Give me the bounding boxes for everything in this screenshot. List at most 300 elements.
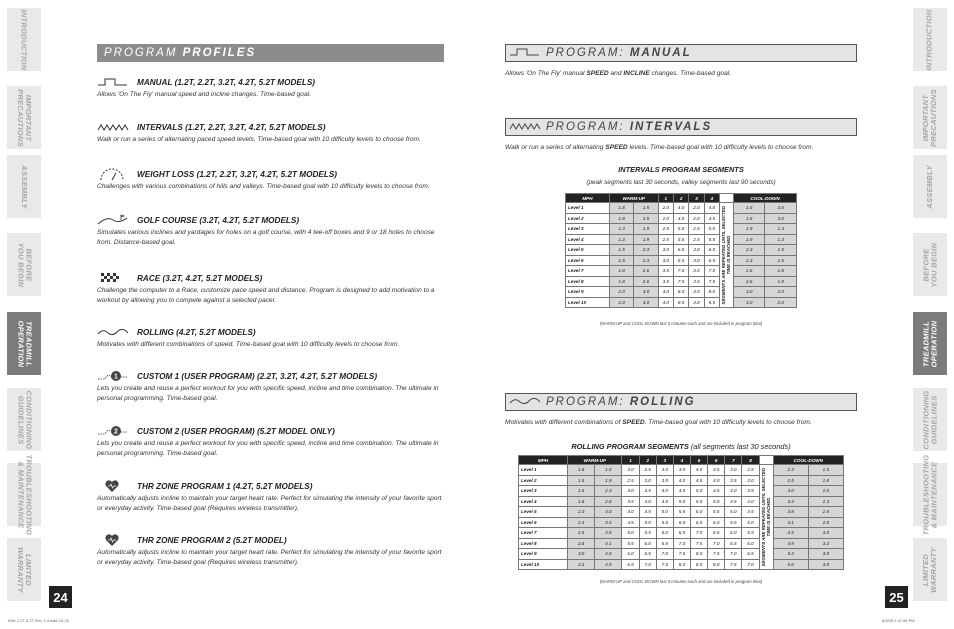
table-cell: 4.5 (673, 213, 688, 224)
rolling-header-light: PROGRAM: (546, 396, 630, 408)
program-entry (97, 75, 445, 100)
tab-label: BEFORE YOU BEGIN (921, 242, 939, 287)
table-cell: 6.0 (704, 245, 719, 256)
table-cell: 1.8 (609, 266, 633, 277)
table-cell: 1.5 (765, 255, 797, 266)
table-cell: 5.5 (673, 507, 690, 518)
table-cell: 8.5 (704, 297, 719, 308)
intervals-icon (506, 118, 546, 136)
program-description: Challenges with various combinations of hills and valleys. Time-based goal with 10 difficulty levels to choose from. (97, 183, 430, 190)
page-number-left: 24 (49, 586, 72, 608)
page-number-right: 25 (885, 586, 908, 608)
table-cell: 8.5 (673, 297, 688, 308)
program-description: Walk or run a series of alternating paced speed levels. Time-based goal with 10 difficulty levels to choose from. (97, 136, 421, 143)
intervals-header-light: PROGRAM: (546, 121, 630, 133)
tab-treadmill-operation[interactable] (7, 312, 41, 375)
tab-label: CONDITIONING GUIDELINES (16, 389, 34, 450)
table-cell: 4.5 (708, 486, 725, 497)
table-row (519, 549, 844, 560)
table-cell: 6.5 (742, 549, 759, 560)
table-cell: 2.0 (689, 203, 704, 214)
table-row (566, 276, 797, 287)
table-cell: 3.0 (639, 475, 656, 486)
table-cell: 8.0 (673, 559, 690, 570)
table-header-cell: COOL-DOWN (773, 456, 843, 465)
table-row (519, 538, 844, 549)
table-cell: 5.0 (708, 496, 725, 507)
row-label: Level 7 (519, 528, 568, 539)
table-cell: 3.0 (765, 213, 797, 224)
program-title: THR ZONE PROGRAM 2 (5.2T MODEL) (137, 535, 287, 545)
table-cell: 5.5 (656, 517, 673, 528)
tab-assembly[interactable] (913, 155, 947, 218)
table-cell: 5.0 (639, 517, 656, 528)
intervals-icon (97, 120, 137, 134)
table-cell: 6.5 (656, 538, 673, 549)
table-cell: 4.0 (708, 475, 725, 486)
table-cell: 2.3 (595, 486, 622, 497)
table-cell: 4.5 (725, 496, 742, 507)
weight-loss-icon (97, 167, 137, 181)
tab-before-you-begin[interactable] (7, 233, 41, 296)
table-cell: 3.5 (658, 266, 673, 277)
tab-assembly[interactable] (7, 155, 41, 218)
table-cell: 3.5 (622, 496, 639, 507)
table-cell: 5.0 (656, 507, 673, 518)
table-cell: 3.5 (742, 486, 759, 497)
header-bold-text: PROFILES (182, 47, 257, 59)
table-cell: 7.5 (708, 549, 725, 560)
table-cell: 4.5 (622, 517, 639, 528)
manual-header-bold: MANUAL (629, 47, 692, 59)
header-light-text: PROGRAM (104, 47, 183, 59)
program-title: ROLLING (4.2T, 5.2T MODELS) (137, 327, 256, 337)
row-label: Level 10 (566, 297, 610, 308)
table-cell: 6.0 (656, 528, 673, 539)
table-cell: 3.4 (595, 517, 622, 528)
tab-label: INTRODUCTION (925, 8, 935, 71)
table-cell: 6.0 (691, 507, 708, 518)
table-cell: 3.8 (595, 528, 622, 539)
row-label: Level 1 (566, 203, 610, 214)
table-row (566, 297, 797, 308)
rolling-icon (506, 393, 546, 411)
table-header-cell: 1 (622, 456, 639, 465)
table-cell: 6.0 (742, 538, 759, 549)
table-cell: 6.5 (673, 528, 690, 539)
table-cell: 2.5 (742, 465, 759, 476)
table-cell: 3.8 (808, 559, 843, 570)
row-label: Level 9 (519, 549, 568, 560)
intervals-segments-table (565, 193, 797, 308)
table-cell: 7.0 (691, 528, 708, 539)
table-header-cell: 2 (673, 194, 688, 203)
footer-file-info: Elite 1.2T-5.2T Rev 1.4.indd 24-25 (8, 618, 69, 623)
table-cell: 4.0 (622, 507, 639, 518)
table-cell: 1.5 (609, 255, 633, 266)
table-cell: 4.0 (656, 486, 673, 497)
tab-conditioning-guidelines[interactable] (7, 388, 41, 451)
program-title: CUSTOM 1 (USER PROGRAM) (2.2T, 3.2T, 4.2T, 5.2T MODELS) (137, 371, 378, 381)
table-cell: 2.0 (658, 203, 673, 214)
row-label: Level 3 (519, 486, 568, 497)
table-cell: 4.0 (691, 465, 708, 476)
table-header-cell: 5 (691, 456, 708, 465)
table-header-cell (759, 456, 773, 465)
table-cell: 6.5 (673, 255, 688, 266)
table-cell: 2.6 (595, 496, 622, 507)
program-description: Automatically adjusts incline to maintain your target heart rate. Perfect for simulating the intensity of your favorite sport or everyday activity. Time-based goal (Requires wireless transmitter). (97, 495, 442, 512)
table-cell: 1.8 (609, 276, 633, 287)
svg-text:2: 2 (114, 428, 118, 436)
row-label: Level 1 (519, 465, 568, 476)
program-title: GOLF COURSE (3.2T, 4.2T, 5.2T MODELS) (137, 215, 300, 225)
tab-troubleshooting-maintenance[interactable] (913, 454, 947, 535)
program-entry (97, 213, 445, 247)
program-rolling-header (505, 393, 857, 411)
table-cell: 2.3 (773, 465, 808, 476)
table-row (566, 213, 797, 224)
program-description: Lets you create and reuse a perfect workout for you with specific speed, incline and time combination. The ultimate in personal programming. Time-based goal. (97, 385, 439, 402)
table-cell: 1.5 (634, 203, 658, 214)
program-description: Simulates various inclines and yardages for holes on a golf course, with 4 tee-off boxes and 9 or 18 holes to choose from. Distance-based goal. (97, 229, 435, 246)
table-cell: 3.0 (622, 465, 639, 476)
row-label: Level 10 (519, 559, 568, 570)
table-cell: 8.0 (708, 559, 725, 570)
table-cell: 4.5 (595, 549, 622, 560)
table-header-cell: 7 (725, 456, 742, 465)
table-cell: 5.0 (673, 224, 688, 235)
table-cell: 3.5 (725, 475, 742, 486)
table-cell: 1.8 (765, 266, 797, 277)
program-entry (97, 533, 445, 567)
tab-treadmill-operation[interactable] (913, 312, 947, 375)
row-label: Level 5 (519, 507, 568, 518)
table-cell: 2.0 (808, 486, 843, 497)
table-cell: 3.0 (634, 287, 658, 298)
table-header-cell: WARM-UP (609, 194, 658, 203)
table-cell: 2.0 (609, 297, 633, 308)
table-cell: 4.1 (595, 538, 622, 549)
table-cell: 2.6 (733, 276, 765, 287)
tab-label: TREADMILL OPERATION (921, 320, 939, 367)
table-row (566, 255, 797, 266)
table-cell: 3.5 (689, 276, 704, 287)
table-cell: 1.5 (609, 245, 633, 256)
manual-icon (506, 44, 546, 62)
table-cell: 4.0 (689, 287, 704, 298)
table-cell: 2.5 (773, 475, 808, 486)
table-cell: 3.0 (765, 203, 797, 214)
program-entry (97, 271, 445, 305)
table-cell: 1.3 (609, 224, 633, 235)
table-cell: 4.0 (658, 297, 673, 308)
tab-before-you-begin[interactable] (913, 233, 947, 296)
table-row (566, 287, 797, 298)
tab-label: ASSEMBLY (20, 164, 30, 209)
table-cell: 1.8 (765, 276, 797, 287)
table-header-cell: 2 (639, 456, 656, 465)
table-cell: 5.0 (704, 224, 719, 235)
table-cell: 3.5 (639, 486, 656, 497)
table-cell: 7.0 (708, 538, 725, 549)
program-description: Automatically adjusts incline to maintain your target heart rate. Perfect for simulating the intensity of your favorite sport or everyday activity. Time-based goal (Requires wireless transmitter). (97, 549, 442, 566)
table-cell: 3.0 (568, 549, 595, 560)
table-cell: 4.0 (639, 496, 656, 507)
table-cell: 6.0 (673, 245, 688, 256)
table-cell: 5.3 (773, 549, 808, 560)
row-label: Level 6 (566, 255, 610, 266)
table-cell: 5.0 (691, 486, 708, 497)
table-cell: 1.8 (609, 203, 633, 214)
intervals-table-note: (WARM-UP and COOL-DOWN last 5 minutes each and are included in program time) (599, 321, 763, 326)
program-entry (97, 479, 445, 513)
table-cell: 6.5 (639, 549, 656, 560)
program-entry (97, 120, 445, 145)
table-cell: 6.5 (704, 255, 719, 266)
tab-label: IMPORTANT PRECAUTIONS (921, 88, 939, 147)
table-header-row (519, 456, 844, 465)
table-cell: 8.0 (673, 287, 688, 298)
tab-label: CONDITIONING GUIDELINES (921, 389, 939, 450)
tab-important-precautions[interactable] (913, 86, 947, 149)
table-cell: 4.5 (742, 507, 759, 518)
table-row (566, 245, 797, 256)
repeat-note-text: SEGMENTS ARE REPEATED UNTIL SELECTED TIME IS REACHED (761, 467, 772, 567)
table-cell: 3.0 (634, 297, 658, 308)
table-row (519, 517, 844, 528)
table-cell: 3.5 (673, 465, 690, 476)
table-cell: 4.9 (595, 559, 622, 570)
table-cell: 2.3 (634, 255, 658, 266)
table-cell: 6.5 (708, 528, 725, 539)
table-cell: 1.8 (568, 465, 595, 476)
table-cell: 7.5 (673, 276, 688, 287)
table-cell: 4.5 (691, 475, 708, 486)
table-cell: 2.6 (634, 276, 658, 287)
table-cell: 3.8 (773, 507, 808, 518)
tab-label: TROUBLESHOOTING & MAINTENANCE (921, 454, 938, 535)
table-cell: 5.5 (725, 517, 742, 528)
tab-label: IMPORTANT PRECAUTIONS (16, 88, 34, 147)
program-title: THR ZONE PROGRAM 1 (4.2T, 5.2T MODELS) (137, 481, 313, 491)
table-header-cell: 4 (704, 194, 719, 203)
row-label: Level 4 (566, 234, 610, 245)
tab-introduction[interactable] (7, 8, 41, 71)
table-cell: 7.5 (656, 559, 673, 570)
tab-limited-warranty[interactable] (913, 538, 947, 601)
table-cell: 3.5 (808, 549, 843, 560)
program-description: Challenge the computer to a Race, customize pace speed and distance. Program is designed to add motivation to a workout by allowing you to compete against a selected pacer. (97, 287, 435, 304)
intervals-table-subtitle: (peak segments last 30 seconds, valley segments last 90 seconds) (586, 179, 776, 186)
table-cell: 1.5 (634, 213, 658, 224)
table-cell: 3.5 (656, 475, 673, 486)
table-header-cell: COOL-DOWN (733, 194, 796, 203)
table-header-cell: 8 (742, 456, 759, 465)
table-header-cell: MPH (519, 456, 568, 465)
row-label: Level 3 (566, 224, 610, 235)
table-cell: 3.0 (773, 486, 808, 497)
table-cell: 7.0 (704, 266, 719, 277)
table-cell: 8.0 (691, 549, 708, 560)
table-row (566, 203, 797, 214)
table-cell: 5.5 (673, 234, 688, 245)
custom-1-icon (97, 369, 137, 383)
table-cell: 3.0 (733, 297, 765, 308)
table-cell: 5.0 (742, 517, 759, 528)
custom-2-icon (97, 424, 137, 438)
table-row (566, 224, 797, 235)
repeat-note-cell (719, 203, 733, 308)
program-title: INTERVALS (1.2T, 2.2T, 3.2T, 4.2T, 5.2T MODELS) (137, 122, 326, 132)
table-row (566, 234, 797, 245)
tab-label: LIMITED WARRANTY (921, 546, 939, 593)
heart-rate-icon (97, 479, 137, 493)
program-manual-header (505, 44, 857, 62)
table-cell: 6.0 (673, 517, 690, 528)
table-cell: 2.3 (568, 517, 595, 528)
table-cell: 3.0 (689, 245, 704, 256)
table-cell: 1.5 (568, 475, 595, 486)
table-cell: 2.0 (609, 287, 633, 298)
table-cell: 2.5 (689, 234, 704, 245)
table-cell: 4.0 (704, 203, 719, 214)
table-cell: 4.0 (673, 475, 690, 486)
table-cell: 1.5 (765, 245, 797, 256)
table-cell: 3.0 (656, 465, 673, 476)
table-cell: 1.5 (568, 486, 595, 497)
table-cell: 6.0 (639, 538, 656, 549)
table-row (519, 496, 844, 507)
table-cell: 2.0 (765, 297, 797, 308)
table-cell: 7.0 (656, 549, 673, 560)
row-label: Level 5 (566, 245, 610, 256)
program-entry (97, 369, 445, 403)
tab-important-precautions[interactable] (7, 86, 41, 149)
program-intervals-header (505, 118, 857, 136)
golf-course-icon (97, 213, 137, 227)
table-cell: 3.0 (622, 486, 639, 497)
table-header-cell: 6 (708, 456, 725, 465)
table-cell: 1.3 (609, 234, 633, 245)
table-cell: 2.5 (568, 528, 595, 539)
table-cell: 2.0 (658, 213, 673, 224)
rolling-table-note: (WARM-UP and COOL-DOWN last 5 minutes each and are included in program time) (599, 579, 763, 584)
table-cell: 3.0 (742, 475, 759, 486)
table-cell: 3.5 (708, 465, 725, 476)
rolling-icon (97, 325, 137, 339)
table-cell: 4.5 (639, 507, 656, 518)
rolling-table-title: ROLLING PROGRAM SEGMENTS (all segments last 30 seconds) (571, 442, 791, 451)
tab-troubleshooting-maintenance[interactable] (7, 454, 41, 535)
table-cell: 7.5 (704, 276, 719, 287)
table-row (519, 528, 844, 539)
program-entry (97, 325, 445, 350)
table-cell: 7.5 (691, 538, 708, 549)
table-cell: 7.5 (725, 559, 742, 570)
program-entry (97, 424, 445, 458)
table-cell: 2.3 (733, 255, 765, 266)
table-header-cell: MPH (566, 194, 610, 203)
table-cell: 3.0 (808, 528, 843, 539)
table-cell: 6.0 (725, 528, 742, 539)
table-cell: 5.0 (725, 507, 742, 518)
tab-conditioning-guidelines[interactable] (913, 388, 947, 451)
table-cell: 1.5 (733, 203, 765, 214)
tab-label: BEFORE YOU BEGIN (16, 242, 34, 287)
repeat-note-text: SEGMENTS ARE REPEATED UNTIL SELECTED TIME IS REACHED (721, 205, 732, 305)
table-row (519, 465, 844, 476)
table-cell: 4.5 (773, 528, 808, 539)
table-cell: 3.0 (733, 287, 765, 298)
table-cell: 4.0 (689, 297, 704, 308)
table-cell: 2.3 (634, 245, 658, 256)
table-cell: 1.8 (568, 496, 595, 507)
table-cell: 1.9 (634, 234, 658, 245)
table-cell: 5.5 (691, 496, 708, 507)
tab-limited-warranty[interactable] (7, 538, 41, 601)
table-cell: 5.5 (622, 538, 639, 549)
tab-label: ASSEMBLY (925, 164, 935, 209)
table-cell: 4.5 (673, 486, 690, 497)
table-cell: 2.0 (689, 213, 704, 224)
manual-icon (97, 75, 137, 89)
tab-label: INTRODUCTION (20, 8, 30, 71)
program-description: Lets you create and reuse a perfect workout for you with specific speed, incline and time combination. The ultimate in personal programming. Time-based goal. (97, 440, 439, 457)
table-cell: 1.5 (733, 213, 765, 224)
table-cell: 7.0 (742, 559, 759, 570)
row-label: Level 8 (519, 538, 568, 549)
table-cell: 5.5 (742, 528, 759, 539)
table-cell: 3.4 (773, 496, 808, 507)
table-cell: 2.6 (733, 266, 765, 277)
table-header-cell: 1 (658, 194, 673, 203)
table-header-row (566, 194, 797, 203)
intervals-header-bold: INTERVALS (629, 121, 713, 133)
table-cell: 5.0 (673, 496, 690, 507)
row-label: Level 7 (566, 266, 610, 277)
program-description: Motivates with different combinations of speed. Time-based goal with 10 difficulty levels to choose from. (97, 341, 400, 348)
table-cell: 5.5 (708, 507, 725, 518)
table-cell: 7.0 (673, 266, 688, 277)
program-description: Allows 'On The Fly' manual speed and incline changes. Time-based goal. (97, 91, 311, 98)
tab-label: LIMITED WARRANTY (16, 546, 34, 593)
intervals-table-title: INTERVALS PROGRAM SEGMENTS (618, 165, 744, 174)
manual-description: Allows 'On The Fly' manual SPEED and INCLINE changes. Time-based goal. (505, 70, 732, 77)
table-cell: 2.3 (733, 245, 765, 256)
table-cell: 1.3 (765, 224, 797, 235)
heart-rate-icon (97, 533, 137, 547)
table-cell: 3.0 (725, 465, 742, 476)
table-cell: 3.3 (568, 559, 595, 570)
table-cell: 5.6 (773, 559, 808, 570)
table-cell: 4.0 (673, 203, 688, 214)
tab-introduction[interactable] (913, 8, 947, 71)
table-cell: 4.0 (725, 486, 742, 497)
table-cell: 5.0 (622, 528, 639, 539)
table-cell: 1.9 (634, 224, 658, 235)
program-title: WEIGHT LOSS (1.2T, 2.2T, 3.2T, 4.2T, 5.2T MODELS) (137, 169, 338, 179)
repeat-note-cell (759, 465, 773, 570)
table-cell: 4.0 (742, 496, 759, 507)
rolling-segments-table (518, 455, 844, 570)
table-cell: 1.8 (808, 475, 843, 486)
footer-timestamp: 6/2/05 2:47:56 PM (882, 618, 915, 623)
table-header-cell: 4 (673, 456, 690, 465)
row-label: Level 4 (519, 496, 568, 507)
program-profiles-header (97, 44, 444, 62)
table-row (519, 507, 844, 518)
